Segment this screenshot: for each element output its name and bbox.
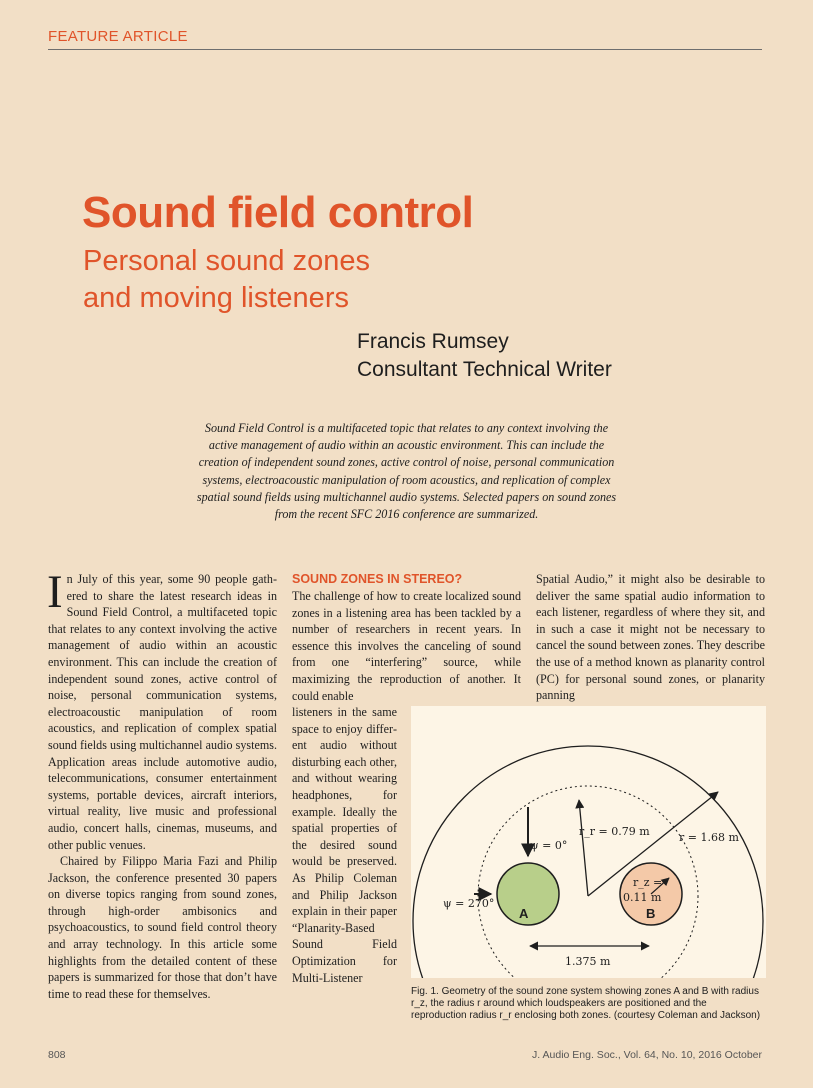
paragraph-chairs: Chaired by Filippo Maria Fazi and Philip Jackson, the conference presented 30 papers on diverse topics ranging from sound zones, through high-order ambisonics and psychoacoustics, to sound field control theory and array technology. In this article some highlights from the detailed content of these papers is summarized for those that don’t have time to read these for themselves. (48, 854, 277, 1001)
journal-citation: J. Audio Eng. Soc., Vol. 64, No. 10, 2016 October (532, 1049, 762, 1061)
article-title: Sound field control (82, 188, 474, 237)
figure-1 (411, 706, 766, 978)
label-psi270: ψ = 270° (443, 897, 495, 910)
section-heading: SOUND ZONES IN STEREO? (292, 572, 463, 586)
section-label: FEATURE ARTICLE (48, 28, 188, 45)
sound-zone-diagram (411, 706, 766, 978)
paragraph-intro-text: n July of this year, some 90 people gathered to share the latest research ideas in Sound Field Control, a multifaceted topic that relates to any context involving the active management of audio within an acoustic environment. This can include the creation of independent sound zones, active control of noise, personal communication systems, electroacoustic manipulation of room acoustics, and replication of complex spatial sound fields using multichannel audio systems. Application areas include automotive audio, telecommunications, consumer entertainment systems, portable devices, aircraft interiors, virtual reality, live music and professional audio, concert halls, cinemas, museums, and other public venues. (48, 572, 277, 852)
label-r: r = 1.68 m (679, 831, 739, 844)
body-column-2 (292, 571, 521, 704)
label-rr: r_r = 0.79 m (579, 825, 650, 838)
label-rz-value: 0.11 m (623, 891, 662, 904)
drop-cap: I (47, 566, 63, 618)
paragraph-sound-zones-continued: listeners in the same space to enjoy different audio without disturbing each other, and without wearing headphones, for example. Ideally the spatial properties of the desired sound would be preserved. As Philip Coleman and Philip Jackson explain in their paper “Planarity-Based Sound Field Optimization for Multi-Listener (292, 705, 397, 985)
page-number: 808 (48, 1049, 66, 1061)
label-psi0: ψ = 0° (530, 839, 568, 852)
author-name: Francis Rumsey (357, 330, 509, 353)
label-rz: r_z = (633, 876, 663, 889)
article-abstract: Sound Field Control is a multifaceted topic that relates to any context involving the active management of audio within an acoustic environment. This can include the creation of independent sound zones, active control of noise, personal communication systems, electroacoustic manipulation of room acoustics, and replication of complex spatial sound fields using multichannel audio systems. Selected papers on sound zones from the recent SFC 2016 conference are summarized. (196, 421, 617, 522)
paragraph-intro (47, 566, 277, 853)
figure-caption: Fig. 1. Geometry of the sound zone system showing zones A and B with radius r_z, the radius r around which loudspeakers are positioned and the reproduction radius r_r enclosing both zones. (courtesy Coleman and Jackson) (411, 986, 761, 1021)
zone-b-label: B (646, 906, 656, 921)
body-column-1 (47, 566, 277, 1002)
zone-a-label: A (519, 906, 529, 921)
author-block (357, 328, 612, 384)
paragraph-sound-zones: The challenge of how to create localized sound zones in a listening area has been tackled by a number of researchers in recent years. In essence this involves the canceling of sound from one “interfering” source, while maximizing the reproduction of another. It could enable (292, 589, 521, 703)
paragraph-spatial-audio: Spatial Audio,” it might also be desirable to deliver the same spatial audio information to each listener, regardless of where they sit, and in such a case it might not be necessary to cancel the sound between zones. They describe the use of a method known as planarity control (PC) for personal sound zones, or planarity panning (536, 572, 765, 703)
author-role: Consultant Technical Writer (357, 358, 612, 381)
label-distance: 1.375 m (565, 955, 611, 968)
body-column-3 (536, 571, 765, 704)
article-subtitle (83, 243, 370, 317)
subtitle-line-1: Personal sound zones (83, 245, 370, 277)
header-divider (48, 49, 762, 50)
subtitle-line-2: and moving listeners (83, 282, 349, 314)
